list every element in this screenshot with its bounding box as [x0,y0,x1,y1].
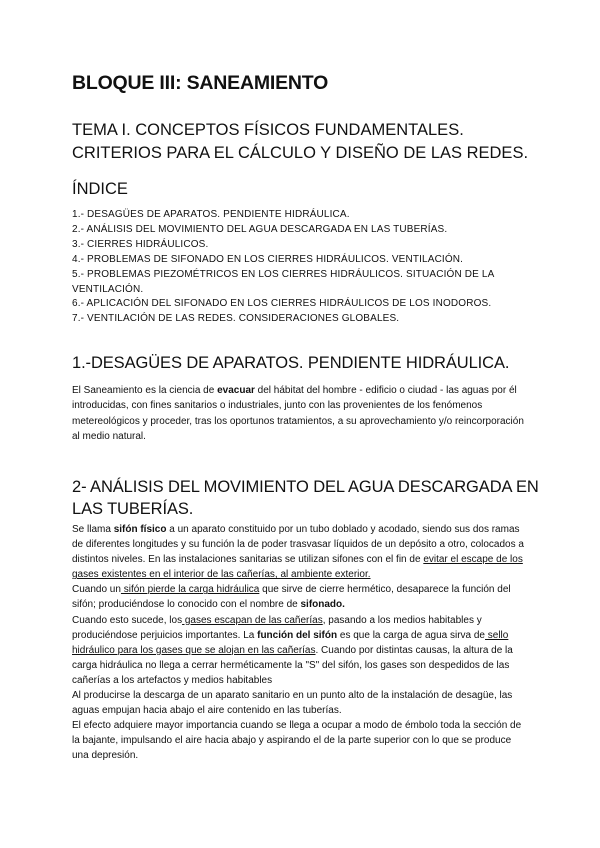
s2-p3-underline-2: sello hidráulico para los gases que se alojan en las cañerías [72,629,509,656]
s2-p1-bold: sifón físico [113,524,167,535]
index-item-6: 6.- APLICACIÓN DEL SIFONADO EN LOS CIERRES HIDRÁULICOS DE LOS INODOROS. [72,298,492,310]
s2-p1-text-c: a un aparato constituido por un tubo doblado y acodado, siendo sus dos ramas de diferentes longitudes y su función la de poder trasvasar líquidos de un depósito a otro, colocados a distintos niveles. En las instalaciones sanitarias se utilizan sifones con el fin de [72,524,524,566]
index-item-3: 3.- CIERRES HIDRÁULICOS. [72,238,209,250]
s2-p2-text-c: que sirve de cierre hermético, desaparece la función del sifón; produciéndose lo conocido con el nombre de [72,584,511,611]
s2-p2-underline: sifón pierde la carga hidráulica [120,584,260,596]
s2-p3-text-g: . Cuando por distintas causas, la altura de la carga hidráulica no llega a cerrar herméticamente la "S" del sifón, los gases son despedidos de las cañerías a los artefactos y medios habitables [72,644,513,686]
s2-p3-text-c: , pasando a los medios habitables y produciéndose perjuicios importantes. La [72,614,482,641]
s2-p3-bold: función del sifón [257,629,338,641]
index-list [72,208,532,327]
tema-title [72,119,552,165]
section-1-paragraph [72,383,527,445]
s2-paragraph-2 [72,582,528,612]
section-2-heading: 2- ANÁLISIS DEL MOVIMIENTO DEL AGUA DESCARGADA EN LAS TUBERÍAS. [72,478,539,518]
index-heading: ÍNDICE [72,180,128,198]
s2-p2-bold: sifonado. [300,599,345,611]
s2-p3-underline-1: gases escapan de las cañerías [182,614,323,626]
index-item-7: 7.- VENTILACIÓN DE LAS REDES. CONSIDERACIONES GLOBALES. [72,313,400,325]
s2-paragraph-5: El efecto adquiere mayor importancia cuando se llega a ocupar a modo de émbolo toda la sección de la bajante, impulsando el aire hacia abajo y aspirando el de la parte superior con lo que se produce una depresión. [72,720,522,762]
s2-p1-text-a: Se llama [72,524,114,535]
s1-text-b: del hábitat del hombre - edificio o ciudad - las aguas por él introducidas, con fines sanitarios o industriales, junto con las provenientes de los fenómenos metereológicos y proceder, tras los oportunos tratamientos, a su aprovechamiento y/o reincorporación al medio natural. [72,385,524,443]
s2-p1-underline: evitar el escape de los gases existentes en el interior de las cañerías, al ambiente exterior. [72,554,523,581]
s2-p3-text-e: es que la carga de agua sirva de [337,629,485,641]
tema-line-1: TEMA I. CONCEPTOS FÍSICOS FUNDAMENTALES. [72,121,464,139]
index-item-2: 2.- ANÁLISIS DEL MOVIMIENTO DEL AGUA DESCARGADA EN LAS TUBERÍAS. [72,223,448,235]
block-title: BLOQUE III: SANEAMIENTO [72,72,329,94]
section-2-body [72,522,528,764]
index-item-1: 1.- DESAGÜES DE APARATOS. PENDIENTE HIDRÁULICA. [72,209,350,220]
s2-p2-text-a: Cuando un [72,584,121,596]
s1-text-a: El Saneamiento es la ciencia de [72,385,218,396]
tema-line-2: CRITERIOS PARA EL CÁLCULO Y DISEÑO DE LAS REDES. [72,144,529,162]
s2-paragraph-3 [72,613,528,688]
s2-p3-text-a: Cuando esto sucede, los [72,614,183,626]
index-item-5: 5.- PROBLEMAS PIEZOMÉTRICOS EN LOS CIERRES HIDRÁULICOS. SITUACIÓN DE LA VENTILACIÓN. [72,268,494,295]
section-1-heading: 1.-DESAGÜES DE APARATOS. PENDIENTE HIDRÁULICA. [72,354,510,372]
s1-bold-evacuar: evacuar [217,385,255,396]
s2-paragraph-1 [72,522,528,582]
index-item-4: 4.- PROBLEMAS DE SIFONADO EN LOS CIERRES HIDRÁULICOS. VENTILACIÓN. [72,253,464,265]
s2-paragraph-4: Al producirse la descarga de un aparato sanitario en un punto alto de la instalación de desagüe, las aguas empujan hacia abajo el aire contenido en las tuberías. [72,690,513,717]
